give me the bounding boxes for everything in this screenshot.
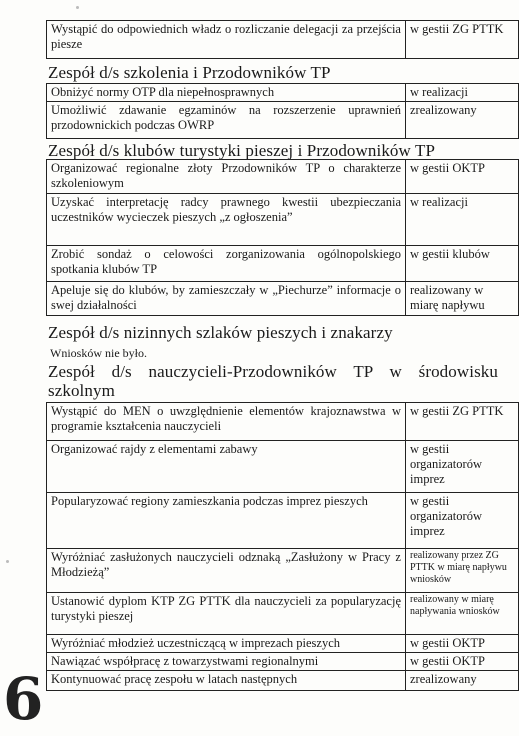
table-cell-description: Organizować regionalne złoty Przodowników TP o charakterze szkoleniowym [47, 160, 406, 194]
table-teachers [46, 402, 519, 691]
table-row [47, 84, 519, 102]
table-cell-description: Wyróżniać młodzież uczestniczącą w imprezach pieszych [47, 635, 406, 653]
table-row [47, 246, 519, 282]
section-heading-lowland: Zespół d/s nizinnych szlaków pieszych i znakarzy [48, 323, 393, 342]
table-cell-description: Wystąpić do MEN o uwzględnienie elementów krajoznawstwa w programie kształcenia nauczycieli [47, 403, 406, 441]
table-cell-description: Wystąpić do odpowiednich władz o rozliczanie delegacji za przejścia piesze [47, 21, 406, 59]
section-note-lowland: Wniosków nie było. [50, 346, 147, 360]
table-cell-status: w gestii OKTP [406, 653, 519, 671]
page-number: 6 [3, 665, 44, 733]
table-row [47, 493, 519, 549]
table-cell-description: Uzyskać interpretację radcy prawnego kwestii ubezpieczania uczestników wycieczek pieszych „z ogłoszenia” [47, 194, 406, 246]
table-row [47, 282, 519, 316]
table-cell-status: w gestii ZG PTTK [406, 403, 519, 441]
section-heading-clubs: Zespół d/s klubów turystyki pieszej i Przodowników TP [48, 141, 435, 160]
table-cell-description: Obniżyć normy OTP dla niepełnosprawnych [47, 84, 406, 102]
table-cell-description: Zrobić sondaż o celowości zorganizowania ogólnopolskiego spotkania klubów TP [47, 246, 406, 282]
table-cell-status: w realizacji [406, 84, 519, 102]
table-cell-description: Popularyzować regiony zamieszkania podczas imprez pieszych [47, 493, 406, 549]
table-row [47, 653, 519, 671]
table-cell-description: Organizować rajdy z elementami zabawy [47, 441, 406, 493]
table-cell-status: w gestii organizatorów imprez [406, 493, 519, 549]
table-cell-status: realizowany w miarę napływu [406, 282, 519, 316]
table-row [47, 549, 519, 593]
table-cell-description: Nawiązać współpracę z towarzystwami regionalnymi [47, 653, 406, 671]
table-training [46, 83, 519, 139]
table-row [47, 21, 519, 59]
scan-speck [76, 6, 79, 9]
table-cell-description: Umożliwić zdawanie egzaminów na rozszerzenie uprawnień przodownickich podczas OWRP [47, 102, 406, 139]
table-row [47, 635, 519, 653]
table-cell-description: Wyróżniać zasłużonych nauczycieli odznaką „Zasłużony w Pracy z Młodzieżą” [47, 549, 406, 593]
table-cell-status: w gestii ZG PTTK [406, 21, 519, 59]
table-row [47, 593, 519, 635]
table-cell-status: w realizacji [406, 194, 519, 246]
section-heading-training: Zespół d/s szkolenia i Przodowników TP [48, 63, 331, 82]
table-row [47, 671, 519, 691]
table-cell-status: realizowany przez ZG PTTK w miarę napływu wniosków [406, 549, 519, 593]
scan-speck [6, 560, 9, 563]
table-cell-status: zrealizowany [406, 671, 519, 691]
table-row [47, 102, 519, 139]
table-row [47, 160, 519, 194]
table-cell-status: w gestii OKTP [406, 160, 519, 194]
table-cell-description: Kontynuować pracę zespołu w latach następnych [47, 671, 406, 691]
table-row [47, 194, 519, 246]
table-clubs [46, 159, 519, 316]
table-cell-description: Apeluje się do klubów, by zamieszczały w „Piechurze” informacje o swej działalności [47, 282, 406, 316]
table-cell-status: realizowany w miarę napływania wniosków [406, 593, 519, 635]
table-row [47, 441, 519, 493]
table-cell-status: zrealizowany [406, 102, 519, 139]
table-row [47, 403, 519, 441]
section-heading-teachers: Zespół d/s nauczycieli-Przodowników TP w środowisku szkolnym [48, 362, 498, 400]
table-cell-status: w gestii klubów [406, 246, 519, 282]
table-cell-status: w gestii OKTP [406, 635, 519, 653]
table-cell-description: Ustanowić dyplom KTP ZG PTTK dla nauczycieli za popularyzację turystyki pieszej [47, 593, 406, 635]
table-cell-status: w gestii organizatorów imprez [406, 441, 519, 493]
table-delegations [46, 20, 519, 59]
